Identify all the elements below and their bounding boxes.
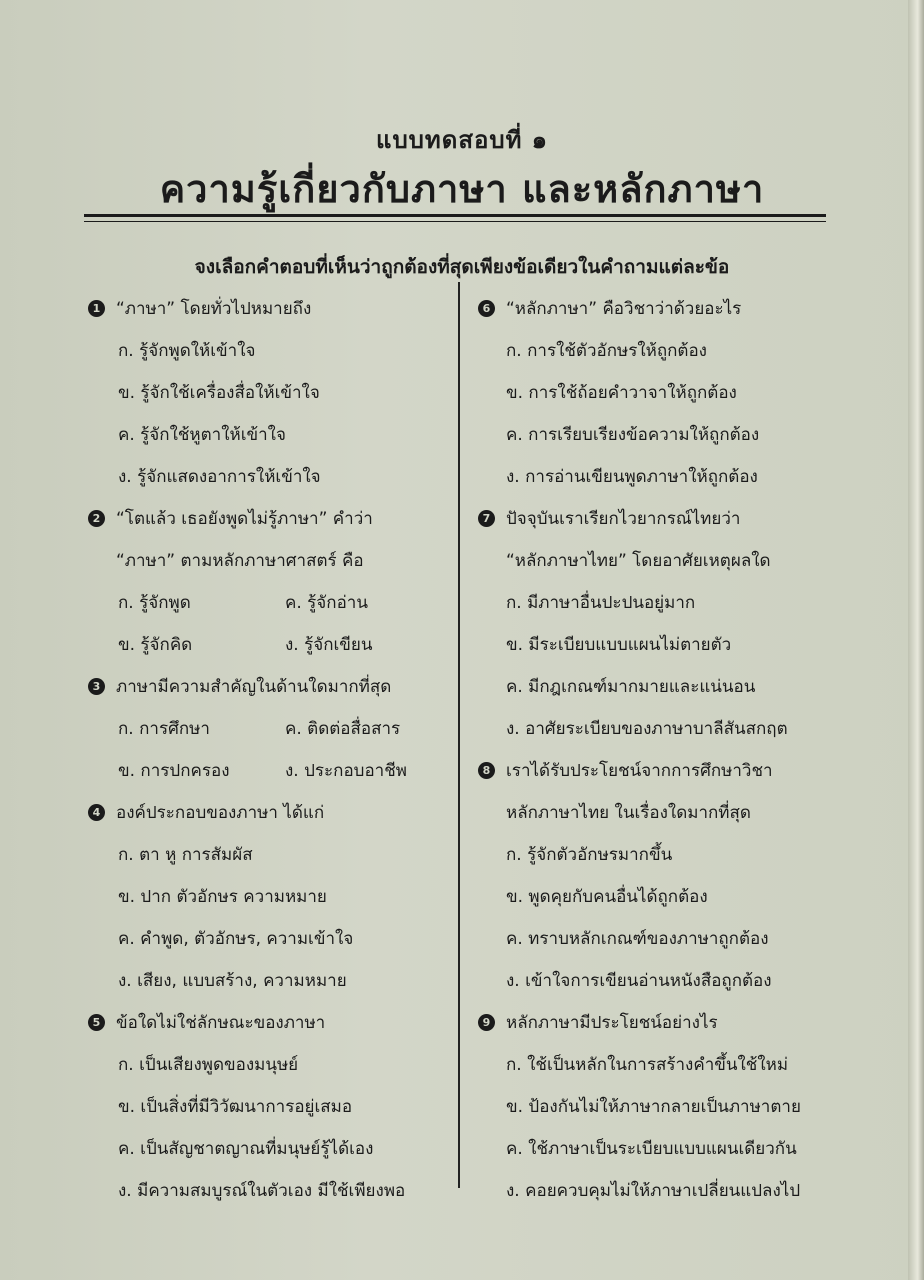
question-stem bbox=[478, 750, 824, 792]
test-title: ความรู้เกี่ยวกับภาษา และหลักภาษา bbox=[159, 167, 765, 211]
question-stem-text: “โตแล้ว เธอยังพูดไม่รู้ภาษา” คำว่า bbox=[116, 509, 373, 529]
option[interactable]: ก. มีภาษาอื่นปะปนอยู่มาก bbox=[506, 593, 696, 613]
question-number-badge: 3 bbox=[88, 678, 105, 695]
option[interactable]: ข. การใช้ถ้อยคำวาจาให้ถูกต้อง bbox=[506, 383, 737, 403]
right-column bbox=[478, 288, 824, 1212]
question-5 bbox=[88, 1002, 452, 1212]
question-stem bbox=[478, 1002, 824, 1044]
option[interactable]: ค. คำพูด, ตัวอักษร, ความเข้าใจ bbox=[118, 929, 354, 949]
title-rule-thin bbox=[84, 221, 826, 222]
question-stem-continuation: หลักภาษาไทย ในเรื่องใดมากที่สุด bbox=[506, 803, 751, 823]
question-stem-text: ข้อใดไม่ใช่ลักษณะของภาษา bbox=[116, 1013, 326, 1033]
option[interactable]: ข. ป้องกันไม่ให้ภาษากลายเป็นภาษาตาย bbox=[506, 1097, 801, 1117]
question-stem bbox=[88, 288, 452, 330]
question-number-badge: 2 bbox=[88, 510, 105, 527]
option[interactable]: ง. รู้จักเขียน bbox=[285, 635, 373, 655]
question-number-badge: 5 bbox=[88, 1014, 105, 1031]
left-column bbox=[88, 288, 452, 1212]
question-stem bbox=[478, 498, 824, 540]
question-stem bbox=[88, 666, 452, 708]
option[interactable]: ค. การเรียบเรียงข้อความให้ถูกต้อง bbox=[506, 425, 760, 445]
option[interactable]: ข. มีระเบียบแบบแผนไม่ตายตัว bbox=[506, 635, 732, 655]
option[interactable]: ค. ทราบหลักเกณฑ์ของภาษาถูกต้อง bbox=[506, 929, 769, 949]
question-number-badge: 4 bbox=[88, 804, 105, 821]
option[interactable]: ก. รู้จักพูด bbox=[118, 593, 191, 613]
question-number-badge: 1 bbox=[88, 300, 105, 317]
option[interactable]: ก. รู้จักตัวอักษรมากขึ้น bbox=[506, 845, 673, 865]
option-pair bbox=[88, 582, 452, 624]
question-stem bbox=[88, 792, 452, 834]
option[interactable]: ข. การปกครอง bbox=[118, 761, 230, 781]
question-stem-continuation: “ภาษา” ตามหลักภาษาศาสตร์ คือ bbox=[116, 551, 364, 571]
question-stem-text: ปัจจุบันเราเรียกไวยากรณ์ไทยว่า bbox=[506, 509, 741, 529]
test-subtitle: แบบทดสอบที่ ๑ bbox=[375, 126, 549, 154]
option[interactable]: ก. เป็นเสียงพูดของมนุษย์ bbox=[118, 1055, 299, 1075]
option[interactable]: ง. เข้าใจการเขียนอ่านหนังสือถูกต้อง bbox=[506, 971, 772, 991]
option[interactable]: ง. การอ่านเขียนพูดภาษาให้ถูกต้อง bbox=[506, 467, 758, 487]
question-stem bbox=[88, 498, 452, 540]
option[interactable]: ง. รู้จักแสดงอาการให้เข้าใจ bbox=[118, 467, 321, 487]
option[interactable]: ข. เป็นสิ่งที่มีวิวัฒนาการอยู่เสมอ bbox=[118, 1097, 353, 1117]
option[interactable]: ง. อาศัยระเบียบของภาษาบาลีสันสกฤต bbox=[506, 719, 788, 739]
instruction-text: จงเลือกคำตอบที่เห็นว่าถูกต้องที่สุดเพียงข้อเดียวในคำถามแต่ละข้อ bbox=[194, 256, 730, 278]
option[interactable]: ง. ประกอบอาชีพ bbox=[285, 761, 407, 781]
option[interactable]: ง. คอยควบคุมไม่ให้ภาษาเปลี่ยนแปลงไป bbox=[506, 1181, 801, 1201]
option-pair bbox=[88, 708, 452, 750]
option[interactable]: ข. รู้จักคิด bbox=[118, 635, 193, 655]
option[interactable]: ค. เป็นสัญชาตญาณที่มนุษย์รู้ได้เอง bbox=[118, 1139, 374, 1159]
question-number-badge: 6 bbox=[478, 300, 495, 317]
question-number-badge: 8 bbox=[478, 762, 495, 779]
question-stem-continuation: “หลักภาษาไทย” โดยอาศัยเหตุผลใด bbox=[506, 551, 771, 571]
question-8 bbox=[478, 750, 824, 1002]
question-9 bbox=[478, 1002, 824, 1212]
question-stem-text: “หลักภาษา” คือวิชาว่าด้วยอะไร bbox=[506, 299, 742, 319]
option[interactable]: ค. รู้จักอ่าน bbox=[285, 593, 368, 613]
question-stem-text: เราได้รับประโยชน์จากการศึกษาวิชา bbox=[506, 761, 773, 781]
option[interactable]: ข. รู้จักใช้เครื่องสื่อให้เข้าใจ bbox=[118, 383, 320, 403]
option[interactable]: ก. ใช้เป็นหลักในการสร้างคำขึ้นใช้ใหม่ bbox=[506, 1055, 789, 1075]
option[interactable]: ก. การใช้ตัวอักษรให้ถูกต้อง bbox=[506, 341, 707, 361]
question-stem bbox=[88, 1002, 452, 1044]
option[interactable]: ง. เสียง, แบบสร้าง, ความหมาย bbox=[118, 971, 347, 991]
question-3 bbox=[88, 666, 452, 792]
title-rule-thick bbox=[84, 214, 826, 217]
question-6 bbox=[478, 288, 824, 498]
option-pair bbox=[88, 624, 452, 666]
option[interactable]: ข. ปาก ตัวอักษร ความหมาย bbox=[118, 887, 327, 907]
question-stem-text: องค์ประกอบของภาษา ได้แก่ bbox=[116, 803, 325, 823]
question-1 bbox=[88, 288, 452, 498]
question-2 bbox=[88, 498, 452, 666]
question-stem-text: ภาษามีความสำคัญในด้านใดมากที่สุด bbox=[116, 677, 392, 697]
option[interactable]: ก. การศึกษา bbox=[118, 719, 210, 739]
question-4 bbox=[88, 792, 452, 1002]
option[interactable]: ค. ใช้ภาษาเป็นระเบียบแบบแผนเดียวกัน bbox=[506, 1139, 797, 1159]
question-stem-text: หลักภาษามีประโยชน์อย่างไร bbox=[506, 1013, 718, 1033]
column-divider bbox=[458, 282, 460, 1188]
question-7 bbox=[478, 498, 824, 750]
question-number-badge: 9 bbox=[478, 1014, 495, 1031]
option[interactable]: ค. รู้จักใช้หูตาให้เข้าใจ bbox=[118, 425, 286, 445]
option[interactable]: ข. พูดคุยกับคนอื่นได้ถูกต้อง bbox=[506, 887, 708, 907]
option-pair bbox=[88, 750, 452, 792]
question-stem bbox=[478, 288, 824, 330]
question-number-badge: 7 bbox=[478, 510, 495, 527]
option[interactable]: ค. ติดต่อสื่อสาร bbox=[285, 719, 401, 739]
option[interactable]: ค. มีกฎเกณฑ์มากมายและแน่นอน bbox=[506, 677, 756, 697]
option[interactable]: ง. มีความสมบูรณ์ในตัวเอง มีใช้เพียงพอ bbox=[118, 1181, 406, 1201]
question-stem-text: “ภาษา” โดยทั่วไปหมายถึง bbox=[116, 299, 312, 319]
option[interactable]: ก. ตา หู การสัมผัส bbox=[118, 845, 253, 865]
option[interactable]: ก. รู้จักพูดให้เข้าใจ bbox=[118, 341, 256, 361]
